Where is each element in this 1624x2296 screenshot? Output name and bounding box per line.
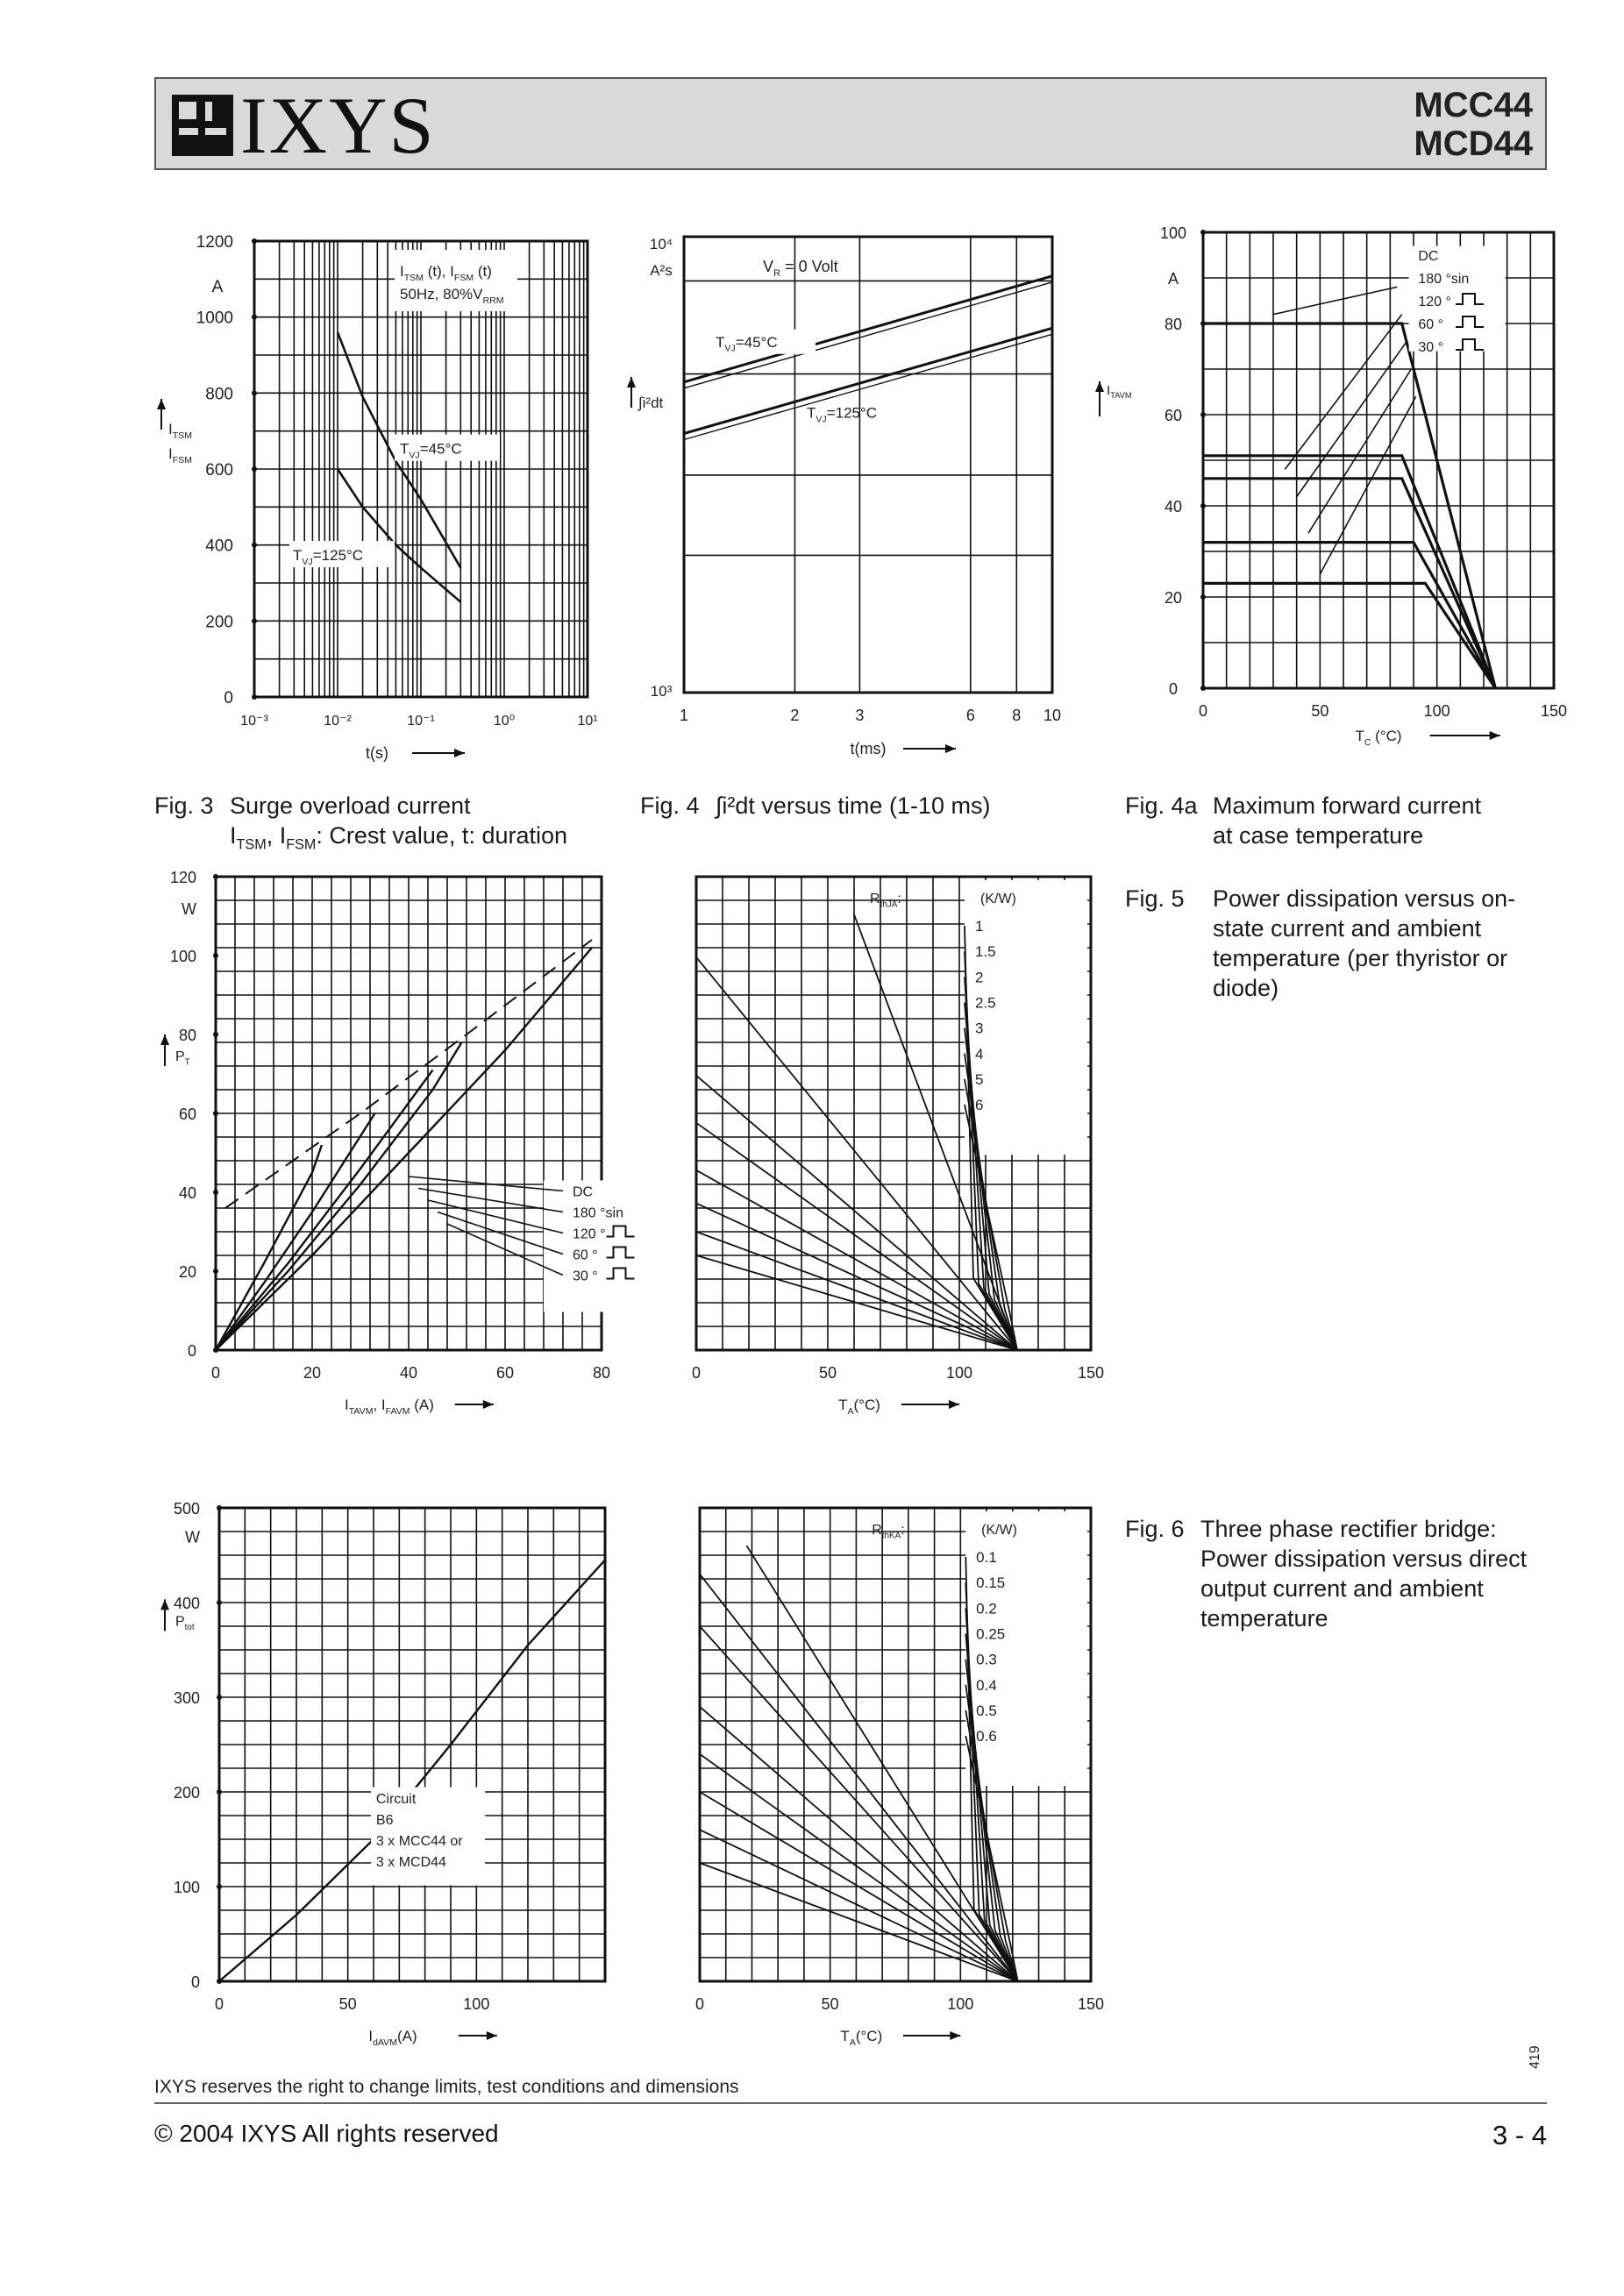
fig5-caption-line-2: state current and ambient bbox=[1213, 915, 1482, 942]
fig5-left-x-label: $I_{TAVM}$, $I_{FAVM}$ (A) bbox=[345, 1397, 434, 1417]
fig4a-legend-1: 180 °sin bbox=[1418, 272, 1470, 287]
page-header bbox=[154, 77, 1547, 170]
model-2: MCD44 bbox=[1414, 124, 1533, 163]
fig4a-series-4 bbox=[1203, 583, 1495, 688]
fig6-bridge-chart bbox=[154, 1499, 1105, 2060]
fig4a-y-tick-60: 60 bbox=[1164, 407, 1183, 424]
fig5-series-2 bbox=[216, 1070, 433, 1351]
fig4-frame bbox=[684, 237, 1052, 693]
fig6-y-arrow-head bbox=[160, 1599, 169, 1610]
model-numbers bbox=[1414, 86, 1533, 163]
fig6-left-x-arrow-head bbox=[487, 2031, 497, 2040]
ixys-logo bbox=[170, 81, 436, 170]
fig5-rth-title: $R_{thJA}$: bbox=[870, 892, 901, 910]
fig6-right-x-arrow-head bbox=[950, 2031, 960, 2040]
fig4-x-tick-10: 10 bbox=[1043, 707, 1062, 724]
fig6-right-x-tick-150: 150 bbox=[1077, 1995, 1105, 2013]
fig6-y-label: $P_{tot}$ bbox=[175, 1614, 195, 1632]
model-1: MCC44 bbox=[1414, 86, 1533, 124]
fig6-rth-5: 0.4 bbox=[976, 1676, 997, 1694]
fig4a-x-tick-0: 0 bbox=[1198, 702, 1208, 720]
fig5-legend-1: 180 °sin bbox=[573, 1205, 623, 1221]
fig6-y-tick-0: 0 bbox=[190, 1973, 200, 1991]
doc-number: 419 bbox=[1528, 2045, 1542, 2069]
fig4-title: $V_R = 0$ Volt bbox=[763, 258, 838, 280]
fig4a-caption bbox=[1125, 791, 1546, 854]
fig5-y-tick-80: 80 bbox=[178, 1027, 196, 1044]
fig6-left-x-tick-50: 50 bbox=[338, 1995, 357, 2013]
fig3-y-tick-1200: 1200 bbox=[196, 233, 233, 252]
fig3-y-tick-mark-4 bbox=[252, 390, 257, 395]
fig5-fan-4 bbox=[696, 1170, 1017, 1350]
fig3-label-45: $T_{VJ}=45^\circ C$ bbox=[400, 440, 462, 461]
fig4-caption-number: Fig. 4 bbox=[640, 793, 700, 819]
fig6-y-tick-200: 200 bbox=[173, 1784, 200, 1802]
fig3-y-tick-mark-2 bbox=[252, 543, 257, 548]
fig6-caption-line-2: Power dissipation versus direct bbox=[1200, 1546, 1528, 1572]
fig6-y-tick-400: 400 bbox=[173, 1595, 200, 1612]
fig5-rth-6: 5 bbox=[975, 1070, 984, 1088]
fig5-fan-5 bbox=[696, 1204, 1017, 1350]
fig5-caption-number: Fig. 5 bbox=[1125, 885, 1185, 912]
fig4a-legend-0: DC bbox=[1418, 249, 1439, 264]
fig4a-caption-number: Fig. 4a bbox=[1125, 793, 1198, 819]
fig5-rth-2: 2 bbox=[975, 969, 984, 986]
fig5-right-x-arrow-head bbox=[949, 1400, 959, 1409]
fig4a-series-3 bbox=[1203, 543, 1495, 688]
fig4a-leader-4 bbox=[1320, 396, 1415, 574]
fig3-y-tick-mark-0 bbox=[252, 694, 257, 700]
fig3-x-tick-3: 10⁰ bbox=[493, 714, 516, 729]
fig5-right-x-tick-0: 0 bbox=[691, 1364, 702, 1382]
fig6-y-tick-mark-5 bbox=[217, 1505, 222, 1511]
fig5-y-tick-20: 20 bbox=[178, 1263, 196, 1281]
fig6-caption-number: Fig. 6 bbox=[1125, 1516, 1185, 1542]
fig6-y-unit: W bbox=[185, 1528, 200, 1546]
fig4a-series-1 bbox=[1203, 456, 1495, 688]
page-number: 3 - 4 bbox=[1492, 2120, 1547, 2150]
fig4a-y-tick-mark-2 bbox=[1200, 503, 1206, 508]
fig3-caption-number: Fig. 3 bbox=[154, 793, 214, 819]
disclaimer: IXYS reserves the right to change limits, test conditions and dimensions bbox=[154, 2077, 739, 2097]
fig3-y-tick-mark-1 bbox=[252, 618, 257, 623]
fig6-caption bbox=[1125, 1514, 1546, 1637]
fig6-rth-3: 0.25 bbox=[976, 1625, 1006, 1643]
fig6-annotation-3: 3 x MCD44 bbox=[375, 1854, 446, 1870]
fig5-rth-unit: (K/W) bbox=[980, 892, 1016, 906]
fig4-x-tick-1: 1 bbox=[679, 707, 689, 724]
fig3-x-label: t(s) bbox=[366, 744, 388, 762]
fig5-caption-line-3: temperature (per thyristor or bbox=[1213, 945, 1508, 971]
fig5-left-x-tick-0: 0 bbox=[210, 1364, 221, 1382]
fig5-y-unit: W bbox=[182, 900, 196, 918]
fig4a-legend-2: 120 ° bbox=[1418, 295, 1451, 309]
fig5-caption-line-4: diode) bbox=[1213, 975, 1279, 1001]
fig5-y-tick-mark-5 bbox=[213, 953, 218, 958]
fig6-right-x-tick-0: 0 bbox=[694, 1995, 705, 2013]
fig5-right-x-label: $T_A(^\circ C)$ bbox=[838, 1397, 880, 1417]
fig5-right-x-tick-50: 50 bbox=[818, 1364, 837, 1382]
fig4a-y-tick-mark-5 bbox=[1200, 230, 1206, 235]
fig4-y-unit: A²s bbox=[650, 262, 673, 279]
fig6-rth-1: 0.15 bbox=[976, 1575, 1006, 1592]
fig6-left-x-label: $I_{dAVM}(A)$ bbox=[368, 2028, 417, 2048]
fig3-x-arrow-head bbox=[454, 749, 465, 757]
fig5-y-tick-100: 100 bbox=[169, 948, 196, 965]
fig6-left-x-tick-0: 0 bbox=[214, 1995, 224, 2013]
brand-name: IXYS bbox=[240, 81, 436, 170]
fig5-legend-4: 30 ° bbox=[573, 1269, 598, 1284]
fig6-rth-title: $R_{thKA}$: bbox=[872, 1523, 905, 1541]
fig6-rth-0: 0.1 bbox=[976, 1549, 997, 1566]
fig5-caption bbox=[1125, 884, 1546, 1006]
fig3-y-tick-mark-5 bbox=[252, 315, 257, 320]
fig4a-x-tick-100: 100 bbox=[1423, 702, 1450, 720]
fig6-y-tick-mark-2 bbox=[217, 1789, 222, 1795]
fig5-y-tick-40: 40 bbox=[178, 1184, 196, 1202]
fig3-caption bbox=[154, 791, 610, 854]
fig3-x-tick-4: 10¹ bbox=[577, 714, 598, 729]
fig6-rth-6: 0.5 bbox=[976, 1702, 997, 1719]
fig4-y-label: ∫i²dt bbox=[638, 395, 664, 411]
fig4a-y-tick-mark-3 bbox=[1200, 412, 1206, 417]
fig4-y-tick-bottom: 10³ bbox=[650, 683, 673, 700]
fig3-y-tick-1000: 1000 bbox=[196, 309, 233, 328]
fig5-series-4 bbox=[216, 1145, 322, 1350]
fig6-right-x-label: $T_A(^\circ C)$ bbox=[840, 2028, 883, 2048]
fig6-caption-line-3: output current and ambient bbox=[1200, 1575, 1484, 1602]
fig3-y-unit: A bbox=[211, 278, 224, 296]
fig4a-current-chart bbox=[1096, 224, 1568, 767]
fig4a-y-tick-40: 40 bbox=[1164, 498, 1183, 515]
fig4a-leader-3 bbox=[1308, 369, 1411, 533]
fig3-y-label-1: $I_{TSM}$ bbox=[168, 421, 192, 441]
fig5-left-x-arrow-head bbox=[483, 1400, 494, 1409]
fig4a-y-tick-mark-1 bbox=[1200, 594, 1206, 600]
fig4a-leader-0 bbox=[1273, 287, 1397, 314]
fig3-x-tick-2: 10⁻¹ bbox=[407, 714, 435, 729]
fig5-rth-1: 1.5 bbox=[975, 943, 996, 961]
fig4a-y-arrow-head bbox=[1095, 381, 1104, 392]
fig5-power-chart bbox=[154, 868, 1105, 1429]
fig5-y-tick-mark-1 bbox=[213, 1269, 218, 1274]
fig4-x-arrow-head bbox=[945, 744, 956, 753]
fig5-rth-5: 4 bbox=[975, 1045, 984, 1063]
fig3-y-tick-200: 200 bbox=[205, 613, 233, 632]
fig5-leader-2 bbox=[428, 1200, 563, 1233]
footer-rule bbox=[154, 2102, 1547, 2104]
fig6-rth-2: 0.2 bbox=[976, 1600, 997, 1617]
fig4-caption-line-1: ∫i²dt versus time (1-10 ms) bbox=[716, 793, 991, 819]
fig4a-x-arrow-head bbox=[1490, 731, 1500, 740]
fig3-y-tick-800: 800 bbox=[205, 385, 233, 404]
fig3-y-tick-0: 0 bbox=[224, 689, 233, 707]
fig5-left-x-tick-80: 80 bbox=[592, 1364, 611, 1382]
fig6-rth-7: 0.6 bbox=[976, 1728, 997, 1745]
fig3-label-125: $T_{VJ}=125^\circ C$ bbox=[293, 547, 364, 567]
fig6-y-tick-mark-3 bbox=[217, 1695, 222, 1700]
fig6-annotation-0: Circuit bbox=[375, 1791, 417, 1807]
fig3-y-tick-mark-6 bbox=[252, 238, 257, 244]
fig5-y-tick-mark-2 bbox=[213, 1190, 218, 1195]
fig4a-caption-line-1: Maximum forward current bbox=[1213, 793, 1482, 819]
fig4-series-0 bbox=[684, 276, 1052, 382]
fig5-y-tick-0: 0 bbox=[187, 1342, 196, 1360]
fig6-y-tick-mark-1 bbox=[217, 1884, 222, 1889]
fig6-y-tick-500: 500 bbox=[173, 1500, 200, 1518]
fig4-x-label: t(ms) bbox=[850, 740, 887, 757]
fig4-x-tick-6: 6 bbox=[965, 707, 975, 724]
fig6-annotation-2: 3 x MCC44 or bbox=[375, 1833, 463, 1849]
fig4a-y-unit: A bbox=[1167, 270, 1179, 288]
fig4-label-125: $T_{VJ}=125^\circ C$ bbox=[807, 404, 878, 425]
fig3-caption-line-2: $I_{TSM}$, $I_{FSM}$: Crest value, t: duration bbox=[230, 822, 568, 853]
fig4-y-arrow-head bbox=[627, 377, 636, 387]
fig6-y-tick-300: 300 bbox=[173, 1689, 200, 1707]
fig6-right-x-tick-100: 100 bbox=[947, 1995, 974, 2013]
fig4a-y-tick-100: 100 bbox=[1159, 224, 1187, 242]
fig6-rth-unit: (K/W) bbox=[981, 1523, 1017, 1538]
fig5-left-x-tick-20: 20 bbox=[303, 1364, 322, 1382]
fig5-right-x-tick-100: 100 bbox=[945, 1364, 973, 1382]
fig3-y-arrow-head bbox=[157, 399, 166, 409]
fig3-y-label-2: $I_{FSM}$ bbox=[168, 445, 192, 466]
fig5-y-tick-mark-6 bbox=[213, 874, 218, 879]
fig5-left-x-tick-40: 40 bbox=[399, 1364, 418, 1382]
fig4a-caption-line-2: at case temperature bbox=[1213, 822, 1424, 849]
fig6-annotation-1: B6 bbox=[375, 1812, 394, 1828]
fig5-y-arrow-head bbox=[160, 1034, 169, 1045]
fig5-fan-3 bbox=[696, 1123, 1017, 1350]
fig3-caption-line-1: Surge overload current bbox=[230, 793, 471, 819]
fig3-y-tick-400: 400 bbox=[205, 537, 233, 556]
fig5-legend-2: 120 ° bbox=[573, 1226, 606, 1242]
fig4-x-tick-2: 2 bbox=[790, 707, 800, 724]
fig4a-x-tick-150: 150 bbox=[1540, 702, 1568, 720]
fig4a-x-tick-50: 50 bbox=[1311, 702, 1329, 720]
fig4a-y-tick-0: 0 bbox=[1168, 680, 1179, 698]
fig5-left-x-tick-60: 60 bbox=[495, 1364, 515, 1382]
fig3-y-tick-mark-3 bbox=[252, 466, 257, 472]
fig4a-y-tick-80: 80 bbox=[1164, 316, 1183, 333]
fig5-legend-3: 60 ° bbox=[573, 1248, 598, 1263]
ixys-logo-mark bbox=[170, 93, 235, 158]
fig5-y-tick-120: 120 bbox=[169, 869, 196, 886]
copyright: © 2004 IXYS All rights reserved bbox=[154, 2120, 499, 2147]
fig4-y-tick-top: 10⁴ bbox=[649, 236, 673, 252]
fig6-caption-line-4: temperature bbox=[1200, 1605, 1328, 1631]
fig6-series-0 bbox=[219, 1560, 605, 1981]
fig3-x-tick-0: 10⁻³ bbox=[240, 714, 268, 729]
fig5-rth-4: 3 bbox=[975, 1020, 984, 1037]
fig6-rth-4: 0.3 bbox=[976, 1651, 997, 1668]
fig5-rth-0: 1 bbox=[975, 918, 984, 935]
fig3-x-tick-1: 10⁻² bbox=[324, 714, 352, 729]
fig5-right-x-tick-150: 150 bbox=[1077, 1364, 1105, 1382]
fig5-caption-line-1: Power dissipation versus on- bbox=[1213, 885, 1516, 912]
fig4a-y-label: $I_{TAVM}$ bbox=[1107, 383, 1132, 401]
fig5-y-tick-mark-3 bbox=[213, 1111, 218, 1116]
fig6-caption-line-1: Three phase rectifier bridge: bbox=[1200, 1516, 1497, 1542]
fig3-title: $I_{TSM}$ (t), $I_{FSM}$ (t) bbox=[400, 263, 492, 283]
fig4-i2dt-chart bbox=[614, 224, 1087, 767]
fig5-legend-0: DC bbox=[573, 1184, 594, 1200]
fig4a-y-tick-mark-0 bbox=[1200, 686, 1206, 691]
fig6-right-x-tick-50: 50 bbox=[821, 1995, 839, 2013]
fig3-subtitle: 50Hz, $80\%V_{RRM}$ bbox=[400, 286, 504, 306]
fig4-label-45: $T_{VJ}=45^\circ C$ bbox=[716, 333, 778, 354]
fig5-rth-7: 6 bbox=[975, 1097, 984, 1114]
fig5-y-tick-60: 60 bbox=[178, 1105, 196, 1123]
fig4a-legend-4: 30 ° bbox=[1418, 340, 1443, 355]
fig4a-x-label: $T_C$ (°C) bbox=[1355, 728, 1402, 748]
fig5-rth-3: 2.5 bbox=[975, 994, 996, 1012]
fig6-fan-7 bbox=[700, 1863, 1018, 1981]
fig6-y-tick-100: 100 bbox=[173, 1879, 200, 1896]
fig4-x-tick-8: 8 bbox=[1012, 707, 1022, 724]
fig5-y-label: $P_T$ bbox=[175, 1049, 190, 1068]
fig5-y-tick-mark-4 bbox=[213, 1032, 218, 1037]
fig6-left-x-tick-100: 100 bbox=[463, 1995, 490, 2013]
fig4a-y-tick-20: 20 bbox=[1164, 589, 1183, 607]
fig4-caption bbox=[640, 791, 1079, 826]
fig4-x-tick-3: 3 bbox=[855, 707, 865, 724]
fig3-surge-chart bbox=[158, 224, 614, 767]
fig3-y-tick-600: 600 bbox=[205, 461, 233, 480]
fig4a-legend-3: 60 ° bbox=[1418, 317, 1443, 332]
fig6-y-tick-mark-4 bbox=[217, 1600, 222, 1605]
fig6-fan-4 bbox=[700, 1754, 1018, 1981]
